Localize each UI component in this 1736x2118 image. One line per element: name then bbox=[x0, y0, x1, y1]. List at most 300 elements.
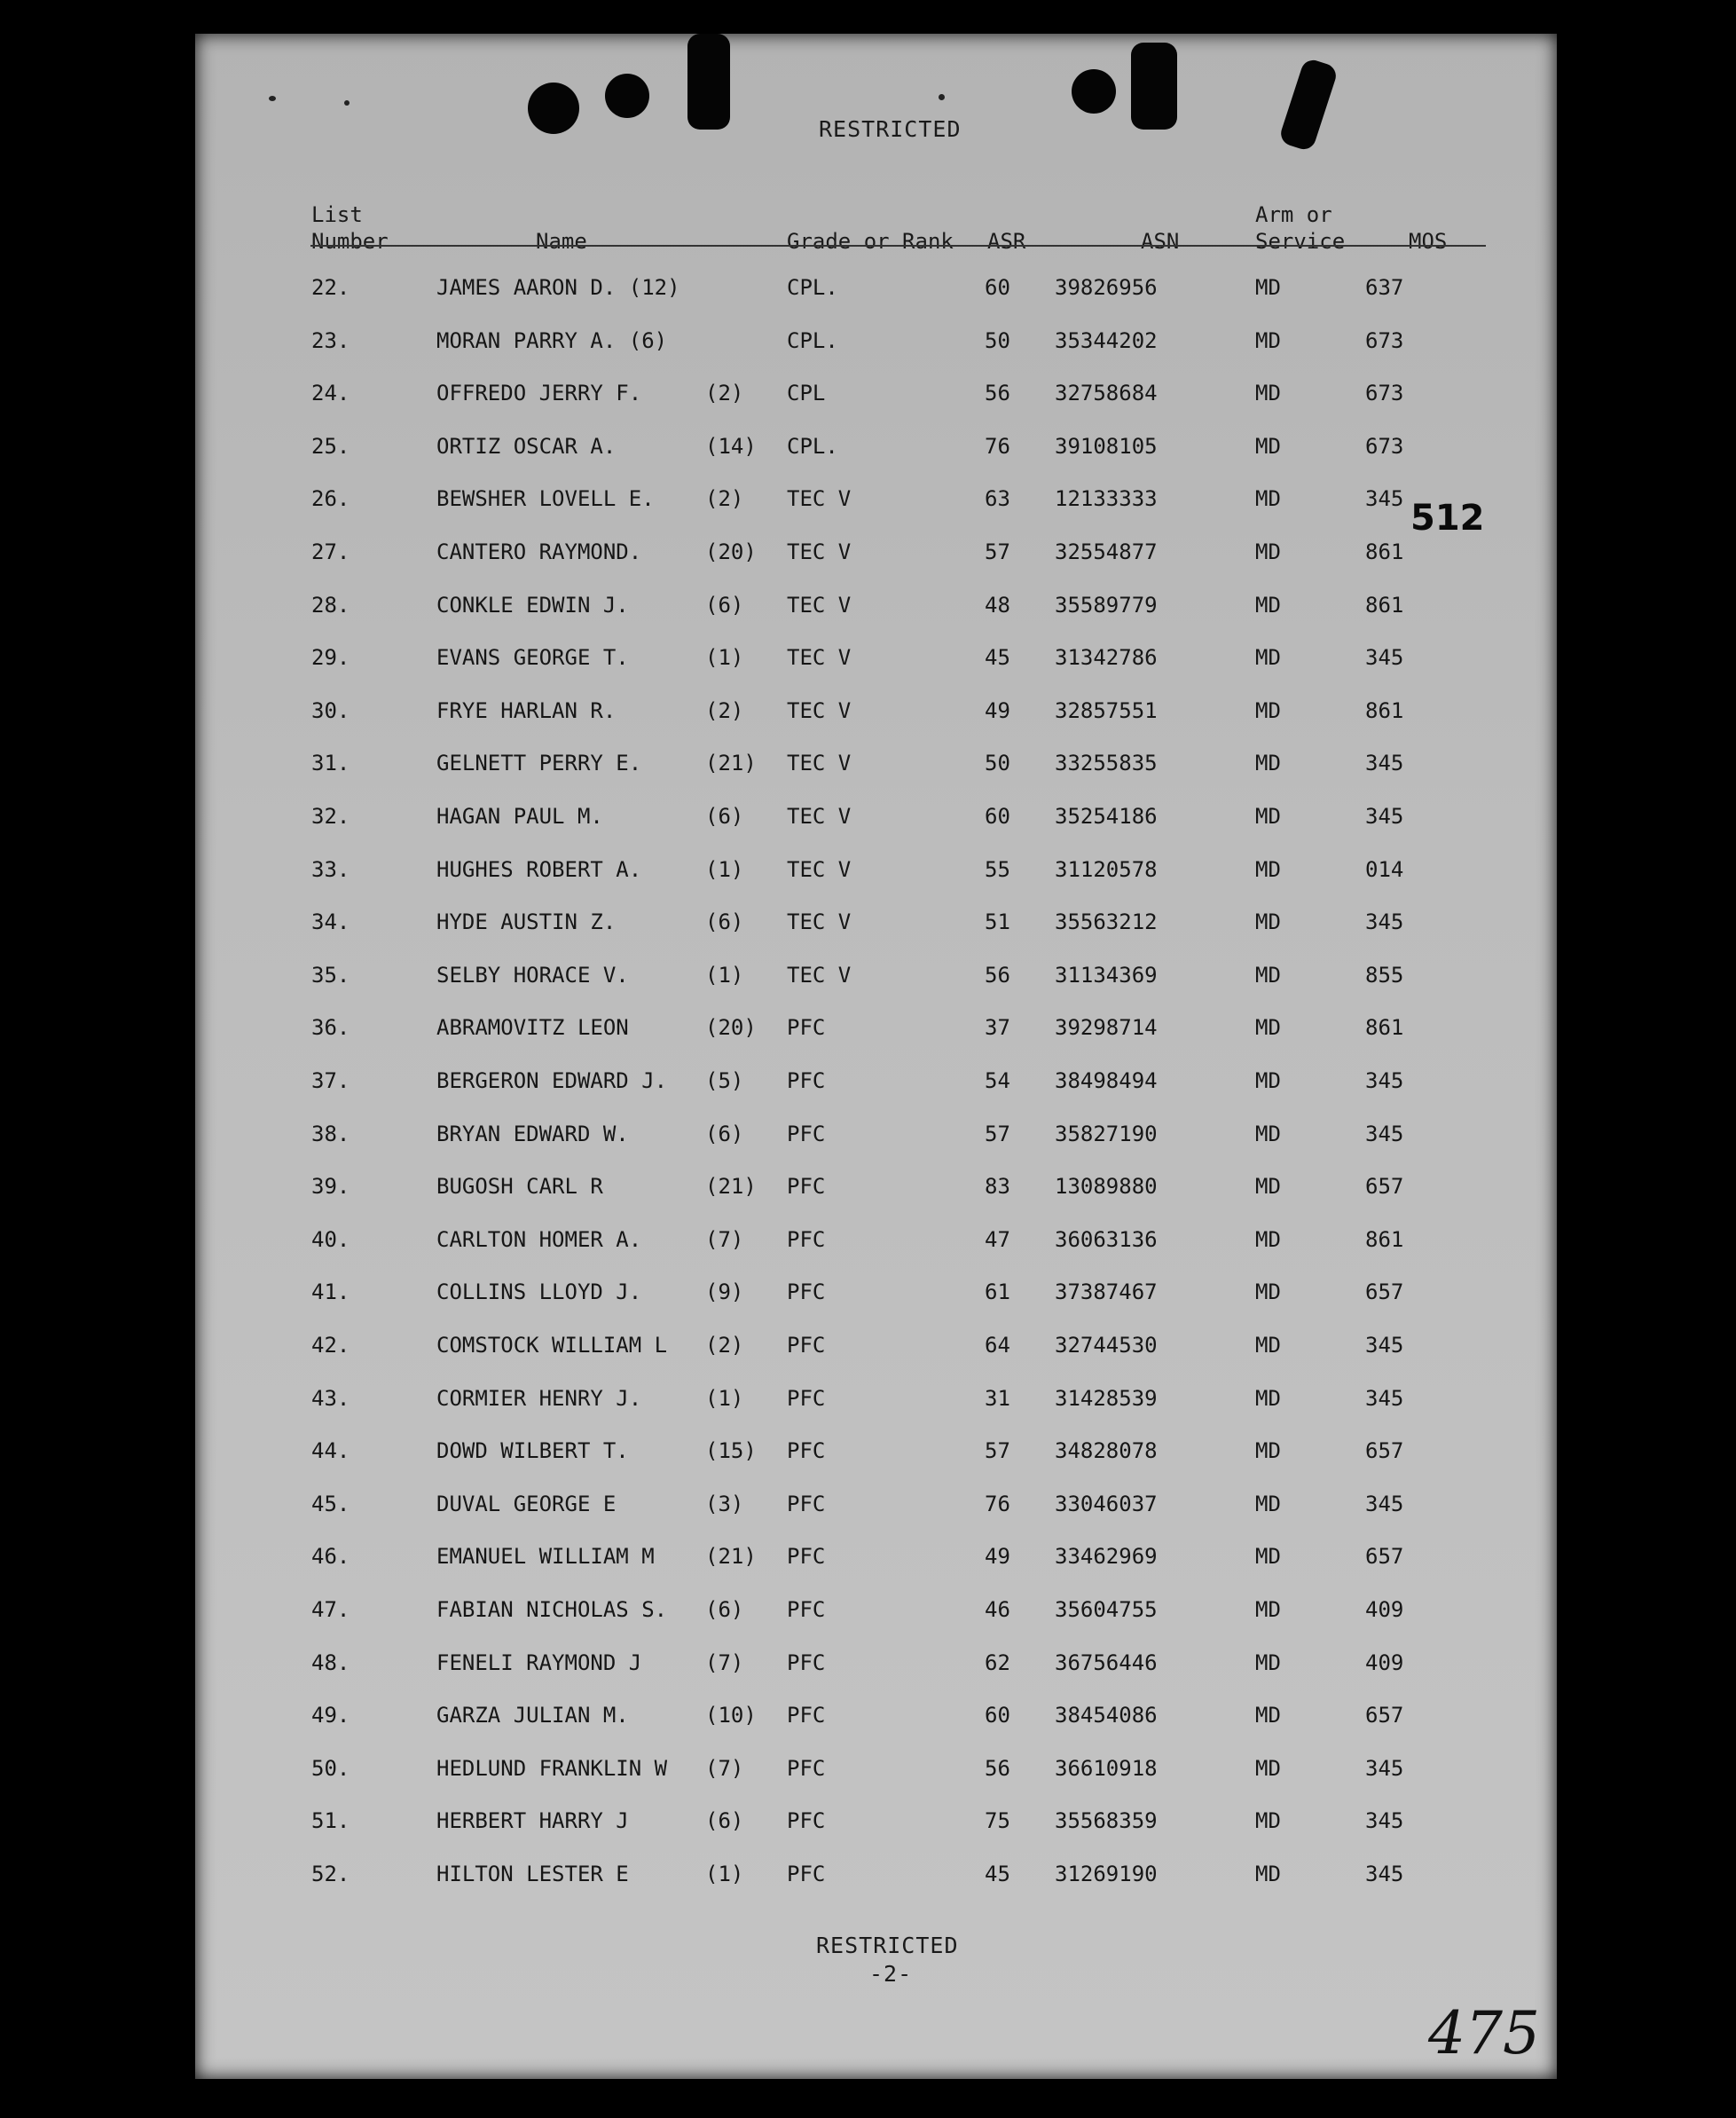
asn-cell: 36610918 bbox=[1055, 1756, 1158, 1781]
list-number-cell: 30. bbox=[311, 698, 350, 723]
asn-cell: 33046037 bbox=[1055, 1492, 1158, 1516]
table-row bbox=[195, 1544, 1557, 1579]
asr-cell: 51 bbox=[985, 909, 1010, 934]
table-row bbox=[195, 1703, 1557, 1738]
asn-cell: 39826956 bbox=[1055, 275, 1158, 300]
asr-cell: 45 bbox=[985, 645, 1010, 670]
header-arm-line1: Arm or bbox=[1255, 202, 1332, 227]
list-number-cell: 33. bbox=[311, 857, 350, 882]
asr-cell: 60 bbox=[985, 1703, 1010, 1728]
asr-cell: 50 bbox=[985, 751, 1010, 776]
grade-cell: PFC bbox=[787, 1015, 826, 1040]
mos-cell: 014 bbox=[1365, 857, 1404, 882]
asn-cell: 35563212 bbox=[1055, 909, 1158, 934]
name-cell: OFFREDO JERRY F. bbox=[436, 381, 642, 405]
table-row bbox=[195, 1279, 1557, 1315]
table-row bbox=[195, 275, 1557, 311]
asr-cell: 57 bbox=[985, 539, 1010, 564]
name-cell: BEWSHER LOVELL E. bbox=[436, 486, 655, 511]
list-number-cell: 36. bbox=[311, 1015, 350, 1040]
table-row bbox=[195, 539, 1557, 575]
mos-cell: 657 bbox=[1365, 1174, 1404, 1199]
group-number-cell: (6) bbox=[705, 804, 744, 829]
list-number-cell: 51. bbox=[311, 1808, 350, 1833]
name-cell: FRYE HARLAN R. bbox=[436, 698, 617, 723]
asr-cell: 56 bbox=[985, 381, 1010, 405]
group-number-cell: (21) bbox=[705, 1544, 757, 1569]
mos-cell: 345 bbox=[1365, 486, 1404, 511]
table-row bbox=[195, 1015, 1557, 1051]
arm-service-cell: MD bbox=[1255, 1544, 1281, 1569]
group-number-cell: (15) bbox=[705, 1438, 757, 1463]
list-number-cell: 34. bbox=[311, 909, 350, 934]
asn-cell: 13089880 bbox=[1055, 1174, 1158, 1199]
group-number-cell: (6) bbox=[705, 1808, 744, 1833]
ink-annotation-number: 512 bbox=[1410, 498, 1485, 539]
asn-cell: 31428539 bbox=[1055, 1386, 1158, 1411]
table-row bbox=[195, 381, 1557, 416]
grade-cell: PFC bbox=[787, 1650, 826, 1675]
table-row bbox=[195, 1174, 1557, 1209]
grade-cell: PFC bbox=[787, 1386, 826, 1411]
group-number-cell: (14) bbox=[705, 434, 757, 459]
grade-cell: TEC V bbox=[787, 645, 852, 670]
list-number-cell: 35. bbox=[311, 963, 350, 988]
mos-cell: 637 bbox=[1365, 275, 1404, 300]
table-row bbox=[195, 328, 1557, 364]
table-row bbox=[195, 1386, 1557, 1421]
name-cell: ORTIZ OSCAR A. bbox=[436, 434, 617, 459]
header-name: Name bbox=[536, 229, 587, 254]
arm-service-cell: MD bbox=[1255, 1438, 1281, 1463]
asn-cell: 35589779 bbox=[1055, 593, 1158, 618]
grade-cell: PFC bbox=[787, 1122, 826, 1146]
punch-hole bbox=[528, 83, 579, 134]
binder-clip bbox=[1131, 43, 1177, 130]
table-row bbox=[195, 963, 1557, 998]
grade-cell: TEC V bbox=[787, 751, 852, 776]
asr-cell: 60 bbox=[985, 275, 1010, 300]
group-number-cell: (6) bbox=[705, 1597, 744, 1622]
asr-cell: 55 bbox=[985, 857, 1010, 882]
asn-cell: 31120578 bbox=[1055, 857, 1158, 882]
asn-cell: 39298714 bbox=[1055, 1015, 1158, 1040]
asn-cell: 31269190 bbox=[1055, 1862, 1158, 1886]
table-row bbox=[195, 1808, 1557, 1844]
table-row bbox=[195, 1333, 1557, 1368]
arm-service-cell: MD bbox=[1255, 1015, 1281, 1040]
table-row bbox=[195, 804, 1557, 839]
arm-service-cell: MD bbox=[1255, 1492, 1281, 1516]
name-cell: EVANS GEORGE T. bbox=[436, 645, 629, 670]
grade-cell: PFC bbox=[787, 1862, 826, 1886]
name-cell: HAGAN PAUL M. bbox=[436, 804, 603, 829]
asr-cell: 57 bbox=[985, 1122, 1010, 1146]
table-row bbox=[195, 1862, 1557, 1897]
arm-service-cell: MD bbox=[1255, 486, 1281, 511]
name-cell: HERBERT HARRY J bbox=[436, 1808, 629, 1833]
arm-service-cell: MD bbox=[1255, 1279, 1281, 1304]
list-number-cell: 25. bbox=[311, 434, 350, 459]
group-number-cell: (2) bbox=[705, 698, 744, 723]
group-number-cell: (3) bbox=[705, 1492, 744, 1516]
asn-cell: 38454086 bbox=[1055, 1703, 1158, 1728]
list-number-cell: 27. bbox=[311, 539, 350, 564]
mos-cell: 855 bbox=[1365, 963, 1404, 988]
asn-cell: 38498494 bbox=[1055, 1068, 1158, 1093]
asr-cell: 45 bbox=[985, 1862, 1010, 1886]
table-row bbox=[195, 1068, 1557, 1104]
group-number-cell: (1) bbox=[705, 1862, 744, 1886]
asr-cell: 50 bbox=[985, 328, 1010, 353]
mos-cell: 409 bbox=[1365, 1597, 1404, 1622]
group-number-cell: (21) bbox=[705, 1174, 757, 1199]
header-asr: ASR bbox=[987, 229, 1026, 254]
name-cell: CARLTON HOMER A. bbox=[436, 1227, 642, 1252]
arm-service-cell: MD bbox=[1255, 1756, 1281, 1781]
name-cell: HEDLUND FRANKLIN W bbox=[436, 1756, 668, 1781]
grade-cell: PFC bbox=[787, 1544, 826, 1569]
grade-cell: CPL bbox=[787, 381, 826, 405]
asr-cell: 76 bbox=[985, 434, 1010, 459]
name-cell: HUGHES ROBERT A. bbox=[436, 857, 642, 882]
asn-cell: 36063136 bbox=[1055, 1227, 1158, 1252]
list-number-cell: 45. bbox=[311, 1492, 350, 1516]
mos-cell: 657 bbox=[1365, 1703, 1404, 1728]
grade-cell: TEC V bbox=[787, 698, 852, 723]
header-arm-line2: Service bbox=[1255, 229, 1346, 254]
header-asn: ASN bbox=[1141, 229, 1180, 254]
name-cell: FABIAN NICHOLAS S. bbox=[436, 1597, 668, 1622]
table-row bbox=[195, 857, 1557, 893]
name-cell: HILTON LESTER E bbox=[436, 1862, 629, 1886]
group-number-cell: (6) bbox=[705, 593, 744, 618]
asr-cell: 83 bbox=[985, 1174, 1010, 1199]
group-number-cell: (7) bbox=[705, 1650, 744, 1675]
list-number-cell: 39. bbox=[311, 1174, 350, 1199]
grade-cell: PFC bbox=[787, 1808, 826, 1833]
name-cell: JAMES AARON D. (12) bbox=[436, 275, 680, 300]
header-mos: MOS bbox=[1409, 229, 1448, 254]
group-number-cell: (1) bbox=[705, 1386, 744, 1411]
header-underline bbox=[310, 245, 1486, 247]
name-cell: BERGERON EDWARD J. bbox=[436, 1068, 668, 1093]
grade-cell: PFC bbox=[787, 1703, 826, 1728]
name-cell: MORAN PARRY A. (6) bbox=[436, 328, 668, 353]
group-number-cell: (1) bbox=[705, 645, 744, 670]
list-number-cell: 42. bbox=[311, 1333, 350, 1358]
arm-service-cell: MD bbox=[1255, 434, 1281, 459]
asn-cell: 35344202 bbox=[1055, 328, 1158, 353]
name-cell: BUGOSH CARL R bbox=[436, 1174, 603, 1199]
name-cell: DOWD WILBERT T. bbox=[436, 1438, 629, 1463]
table-row bbox=[195, 1492, 1557, 1527]
grade-cell: TEC V bbox=[787, 909, 852, 934]
asr-cell: 62 bbox=[985, 1650, 1010, 1675]
list-number-cell: 40. bbox=[311, 1227, 350, 1252]
asn-cell: 32744530 bbox=[1055, 1333, 1158, 1358]
arm-service-cell: MD bbox=[1255, 1808, 1281, 1833]
speck bbox=[344, 100, 350, 106]
name-cell: COMSTOCK WILLIAM L bbox=[436, 1333, 668, 1358]
arm-service-cell: MD bbox=[1255, 645, 1281, 670]
arm-service-cell: MD bbox=[1255, 698, 1281, 723]
list-number-cell: 24. bbox=[311, 381, 350, 405]
table-row bbox=[195, 1756, 1557, 1791]
list-number-cell: 32. bbox=[311, 804, 350, 829]
list-number-cell: 49. bbox=[311, 1703, 350, 1728]
asr-cell: 49 bbox=[985, 698, 1010, 723]
grade-cell: TEC V bbox=[787, 486, 852, 511]
mos-cell: 409 bbox=[1365, 1650, 1404, 1675]
table-row bbox=[195, 909, 1557, 945]
arm-service-cell: MD bbox=[1255, 1597, 1281, 1622]
arm-service-cell: MD bbox=[1255, 963, 1281, 988]
table-row bbox=[195, 593, 1557, 628]
arm-service-cell: MD bbox=[1255, 328, 1281, 353]
group-number-cell: (7) bbox=[705, 1227, 744, 1252]
name-cell: BRYAN EDWARD W. bbox=[436, 1122, 629, 1146]
list-number-cell: 22. bbox=[311, 275, 350, 300]
group-number-cell: (2) bbox=[705, 381, 744, 405]
group-number-cell: (7) bbox=[705, 1756, 744, 1781]
group-number-cell: (2) bbox=[705, 486, 744, 511]
asn-cell: 34828078 bbox=[1055, 1438, 1158, 1463]
name-cell: ABRAMOVITZ LEON bbox=[436, 1015, 629, 1040]
grade-cell: PFC bbox=[787, 1279, 826, 1304]
arm-service-cell: MD bbox=[1255, 1703, 1281, 1728]
grade-cell: PFC bbox=[787, 1438, 826, 1463]
name-cell: COLLINS LLOYD J. bbox=[436, 1279, 642, 1304]
mos-cell: 657 bbox=[1365, 1544, 1404, 1569]
list-number-cell: 44. bbox=[311, 1438, 350, 1463]
arm-service-cell: MD bbox=[1255, 381, 1281, 405]
grade-cell: PFC bbox=[787, 1333, 826, 1358]
group-number-cell: (1) bbox=[705, 963, 744, 988]
punch-hole bbox=[1072, 69, 1116, 114]
asr-cell: 64 bbox=[985, 1333, 1010, 1358]
grade-cell: PFC bbox=[787, 1492, 826, 1516]
group-number-cell: (10) bbox=[705, 1703, 757, 1728]
mos-cell: 673 bbox=[1365, 328, 1404, 353]
grade-cell: CPL. bbox=[787, 328, 838, 353]
asn-cell: 32857551 bbox=[1055, 698, 1158, 723]
list-number-cell: 43. bbox=[311, 1386, 350, 1411]
mos-cell: 861 bbox=[1365, 1227, 1404, 1252]
list-number-cell: 26. bbox=[311, 486, 350, 511]
group-number-cell: (6) bbox=[705, 1122, 744, 1146]
mos-cell: 345 bbox=[1365, 804, 1404, 829]
asr-cell: 31 bbox=[985, 1386, 1010, 1411]
table-row bbox=[195, 1597, 1557, 1633]
asr-cell: 54 bbox=[985, 1068, 1010, 1093]
mos-cell: 657 bbox=[1365, 1438, 1404, 1463]
punch-hole bbox=[605, 74, 649, 118]
asn-cell: 32554877 bbox=[1055, 539, 1158, 564]
arm-service-cell: MD bbox=[1255, 1068, 1281, 1093]
mos-cell: 673 bbox=[1365, 434, 1404, 459]
grade-cell: TEC V bbox=[787, 804, 852, 829]
list-number-cell: 52. bbox=[311, 1862, 350, 1886]
mos-cell: 861 bbox=[1365, 698, 1404, 723]
list-number-cell: 23. bbox=[311, 328, 350, 353]
arm-service-cell: MD bbox=[1255, 539, 1281, 564]
asn-cell: 32758684 bbox=[1055, 381, 1158, 405]
arm-service-cell: MD bbox=[1255, 1650, 1281, 1675]
grade-cell: CPL. bbox=[787, 275, 838, 300]
name-cell: HYDE AUSTIN Z. bbox=[436, 909, 617, 934]
asn-cell: 12133333 bbox=[1055, 486, 1158, 511]
asn-cell: 35568359 bbox=[1055, 1808, 1158, 1833]
grade-cell: TEC V bbox=[787, 963, 852, 988]
arm-service-cell: MD bbox=[1255, 1227, 1281, 1252]
table-row bbox=[195, 1122, 1557, 1157]
arm-service-cell: MD bbox=[1255, 1122, 1281, 1146]
name-cell: FENELI RAYMOND J bbox=[436, 1650, 642, 1675]
group-number-cell: (21) bbox=[705, 751, 757, 776]
name-cell: SELBY HORACE V. bbox=[436, 963, 629, 988]
asr-cell: 61 bbox=[985, 1279, 1010, 1304]
table-row bbox=[195, 645, 1557, 681]
list-number-cell: 38. bbox=[311, 1122, 350, 1146]
list-number-cell: 28. bbox=[311, 593, 350, 618]
arm-service-cell: MD bbox=[1255, 1333, 1281, 1358]
mos-cell: 861 bbox=[1365, 593, 1404, 618]
asr-cell: 63 bbox=[985, 486, 1010, 511]
asn-cell: 35604755 bbox=[1055, 1597, 1158, 1622]
asn-cell: 31342786 bbox=[1055, 645, 1158, 670]
asr-cell: 75 bbox=[985, 1808, 1010, 1833]
asn-cell: 35254186 bbox=[1055, 804, 1158, 829]
list-number-cell: 46. bbox=[311, 1544, 350, 1569]
table-row bbox=[195, 486, 1557, 522]
group-number-cell: (20) bbox=[705, 1015, 757, 1040]
header-grade: Grade or Rank bbox=[787, 229, 954, 254]
arm-service-cell: MD bbox=[1255, 1386, 1281, 1411]
grade-cell: PFC bbox=[787, 1227, 826, 1252]
arm-service-cell: MD bbox=[1255, 751, 1281, 776]
mos-cell: 345 bbox=[1365, 1862, 1404, 1886]
binder-clip bbox=[1278, 57, 1339, 152]
asr-cell: 48 bbox=[985, 593, 1010, 618]
table-row bbox=[195, 751, 1557, 786]
table-row bbox=[195, 1650, 1557, 1686]
asn-cell: 33255835 bbox=[1055, 751, 1158, 776]
name-cell: EMANUEL WILLIAM M bbox=[436, 1544, 655, 1569]
asn-cell: 31134369 bbox=[1055, 963, 1158, 988]
mos-cell: 345 bbox=[1365, 1333, 1404, 1358]
page-number: -2- bbox=[869, 1961, 913, 1987]
grade-cell: TEC V bbox=[787, 539, 852, 564]
speck bbox=[269, 96, 276, 101]
table-row bbox=[195, 1438, 1557, 1474]
name-cell: CORMIER HENRY J. bbox=[436, 1386, 642, 1411]
arm-service-cell: MD bbox=[1255, 804, 1281, 829]
name-cell: CONKLE EDWIN J. bbox=[436, 593, 629, 618]
mos-cell: 657 bbox=[1365, 1279, 1404, 1304]
list-number-cell: 31. bbox=[311, 751, 350, 776]
asn-cell: 33462969 bbox=[1055, 1544, 1158, 1569]
name-cell: GARZA JULIAN M. bbox=[436, 1703, 629, 1728]
group-number-cell: (5) bbox=[705, 1068, 744, 1093]
name-cell: GELNETT PERRY E. bbox=[436, 751, 642, 776]
mos-cell: 345 bbox=[1365, 1068, 1404, 1093]
list-number-cell: 47. bbox=[311, 1597, 350, 1622]
binder-clip bbox=[687, 34, 730, 130]
asr-cell: 76 bbox=[985, 1492, 1010, 1516]
table-row bbox=[195, 1227, 1557, 1263]
group-number-cell: (9) bbox=[705, 1279, 744, 1304]
grade-cell: PFC bbox=[787, 1597, 826, 1622]
grade-cell: PFC bbox=[787, 1068, 826, 1093]
document-page bbox=[195, 34, 1557, 2079]
list-number-cell: 41. bbox=[311, 1279, 350, 1304]
group-number-cell: (1) bbox=[705, 857, 744, 882]
mos-cell: 345 bbox=[1365, 1386, 1404, 1411]
grade-cell: TEC V bbox=[787, 857, 852, 882]
mos-cell: 345 bbox=[1365, 909, 1404, 934]
mos-cell: 345 bbox=[1365, 1756, 1404, 1781]
grade-cell: PFC bbox=[787, 1756, 826, 1781]
arm-service-cell: MD bbox=[1255, 275, 1281, 300]
asr-cell: 49 bbox=[985, 1544, 1010, 1569]
mos-cell: 345 bbox=[1365, 645, 1404, 670]
speck bbox=[939, 94, 945, 100]
asr-cell: 57 bbox=[985, 1438, 1010, 1463]
asr-cell: 56 bbox=[985, 1756, 1010, 1781]
name-cell: CANTERO RAYMOND. bbox=[436, 539, 642, 564]
restricted-stamp-bottom: RESTRICTED bbox=[816, 1933, 959, 1958]
arm-service-cell: MD bbox=[1255, 857, 1281, 882]
grade-cell: PFC bbox=[787, 1174, 826, 1199]
group-number-cell: (20) bbox=[705, 539, 757, 564]
asn-cell: 37387467 bbox=[1055, 1279, 1158, 1304]
mos-cell: 345 bbox=[1365, 1808, 1404, 1833]
asn-cell: 36756446 bbox=[1055, 1650, 1158, 1675]
group-number-cell: (6) bbox=[705, 909, 744, 934]
asr-cell: 56 bbox=[985, 963, 1010, 988]
list-number-cell: 50. bbox=[311, 1756, 350, 1781]
handwritten-page-number: 475 bbox=[1428, 1999, 1540, 2067]
arm-service-cell: MD bbox=[1255, 593, 1281, 618]
list-number-cell: 29. bbox=[311, 645, 350, 670]
mos-cell: 861 bbox=[1365, 1015, 1404, 1040]
asr-cell: 60 bbox=[985, 804, 1010, 829]
mos-cell: 345 bbox=[1365, 1122, 1404, 1146]
asr-cell: 47 bbox=[985, 1227, 1010, 1252]
grade-cell: TEC V bbox=[787, 593, 852, 618]
group-number-cell: (2) bbox=[705, 1333, 744, 1358]
table-row bbox=[195, 434, 1557, 469]
mos-cell: 861 bbox=[1365, 539, 1404, 564]
asn-cell: 35827190 bbox=[1055, 1122, 1158, 1146]
asr-cell: 37 bbox=[985, 1015, 1010, 1040]
restricted-stamp-top: RESTRICTED bbox=[819, 116, 962, 142]
arm-service-cell: MD bbox=[1255, 909, 1281, 934]
table-row bbox=[195, 698, 1557, 734]
asr-cell: 46 bbox=[985, 1597, 1010, 1622]
arm-service-cell: MD bbox=[1255, 1174, 1281, 1199]
header-list-line1: List bbox=[311, 202, 363, 227]
mos-cell: 345 bbox=[1365, 1492, 1404, 1516]
list-number-cell: 48. bbox=[311, 1650, 350, 1675]
list-number-cell: 37. bbox=[311, 1068, 350, 1093]
header-list-line2: Number bbox=[311, 229, 389, 254]
name-cell: DUVAL GEORGE E bbox=[436, 1492, 617, 1516]
arm-service-cell: MD bbox=[1255, 1862, 1281, 1886]
asn-cell: 39108105 bbox=[1055, 434, 1158, 459]
grade-cell: CPL. bbox=[787, 434, 838, 459]
